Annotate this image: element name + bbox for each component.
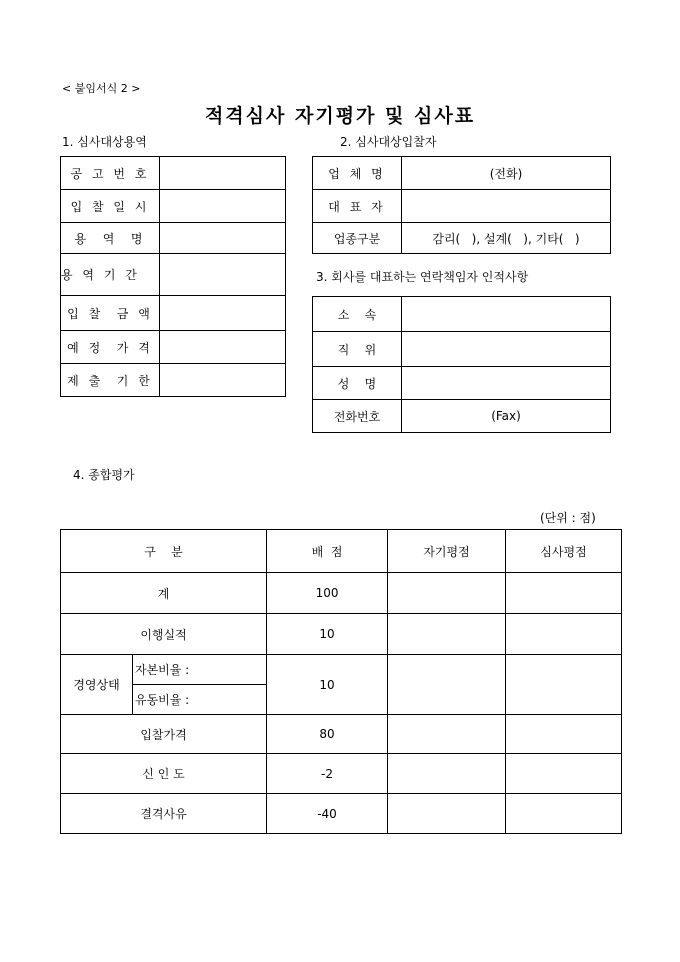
section2-table: [312, 156, 611, 254]
row-label: 입찰가격: [61, 715, 267, 754]
sub-row-label: 유동비율 :: [133, 685, 267, 715]
section2-heading: 2. 심사대상입찰자: [340, 135, 437, 149]
table-value-cell[interactable]: [402, 190, 611, 223]
sub-row-label: 자본비율 :: [133, 655, 267, 685]
table-label: 예 정 가 격: [61, 331, 160, 364]
self-score-cell[interactable]: [388, 715, 506, 754]
row-score: -40: [267, 794, 388, 834]
table-row: [61, 573, 622, 614]
table-value-cell[interactable]: 감리( ), 설계( ), 기타( ): [402, 223, 611, 254]
table-value-cell[interactable]: [160, 296, 286, 331]
table-row: [313, 157, 611, 190]
table-label: 대 표 자: [313, 190, 402, 223]
table-label: 성 명: [313, 367, 402, 400]
table-label: 제 출 기 한: [61, 364, 160, 397]
table-value-cell[interactable]: [402, 332, 611, 367]
row-label: 계: [61, 573, 267, 614]
table-row: [61, 364, 286, 397]
table-row: [313, 332, 611, 367]
page-title: 적격심사 자기평가 및 심사표: [204, 105, 476, 127]
row-score: -2: [267, 754, 388, 794]
review-score-cell[interactable]: [506, 715, 622, 754]
column-header-self-score: 자기평점: [388, 530, 506, 573]
row-score: 100: [267, 573, 388, 614]
table-label: 입 찰 금 액: [61, 296, 160, 331]
section1-heading: 1. 심사대상용역: [62, 135, 147, 149]
table-row: [61, 223, 286, 254]
row-label: 신 인 도: [61, 754, 267, 794]
table-row: [61, 331, 286, 364]
row-score: 10: [267, 614, 388, 655]
table-value-cell[interactable]: (전화): [402, 157, 611, 190]
table-label: 업종구분: [313, 223, 402, 254]
table-label: 업 체 명: [313, 157, 402, 190]
self-score-cell[interactable]: [388, 614, 506, 655]
table-value-cell[interactable]: [402, 297, 611, 332]
table-label: 용 역 기 간: [61, 254, 160, 296]
table-row: [61, 715, 622, 754]
table-label: 직 위: [313, 332, 402, 367]
column-header-allotted: 배 점: [267, 530, 388, 573]
self-score-cell[interactable]: [388, 754, 506, 794]
review-score-cell[interactable]: [506, 573, 622, 614]
attachment-label: < 붙임서식 2 >: [62, 82, 141, 95]
table-header-row: [61, 530, 622, 573]
table-row: [61, 296, 286, 331]
table-label: 용 역 명: [61, 223, 160, 254]
table-label: 공 고 번 호: [61, 157, 160, 190]
unit-label: (단위 : 점): [540, 511, 596, 525]
evaluation-table: [60, 529, 622, 834]
table-row: [61, 754, 622, 794]
review-score-cell[interactable]: [506, 614, 622, 655]
table-value-cell[interactable]: [160, 364, 286, 397]
table-value-cell[interactable]: [402, 367, 611, 400]
section4-heading: 4. 종합평가: [73, 468, 135, 482]
table-row: [61, 190, 286, 223]
table-row: [61, 794, 622, 834]
table-value-cell[interactable]: [160, 190, 286, 223]
self-score-cell[interactable]: [388, 794, 506, 834]
review-score-cell[interactable]: [506, 754, 622, 794]
column-header-review-score: 심사평점: [506, 530, 622, 573]
review-score-cell[interactable]: [506, 794, 622, 834]
table-row: [313, 223, 611, 254]
column-header-category: 구 분: [61, 530, 267, 573]
table-label: 전화번호: [313, 400, 402, 433]
table-label: 입 찰 일 시: [61, 190, 160, 223]
self-score-cell[interactable]: [388, 573, 506, 614]
row-label: 이행실적: [61, 614, 267, 655]
table-row: [61, 614, 622, 655]
table-row: [61, 157, 286, 190]
table-value-cell[interactable]: [160, 157, 286, 190]
table-value-cell[interactable]: [160, 223, 286, 254]
table-row: [61, 254, 286, 296]
section3-heading: 3. 회사를 대표하는 연락책임자 인적사항: [316, 270, 529, 284]
table-row: [313, 367, 611, 400]
section1-table: [60, 156, 286, 397]
table-value-cell[interactable]: (Fax): [402, 400, 611, 433]
table-row: [313, 297, 611, 332]
table-value-cell[interactable]: [160, 331, 286, 364]
table-label: 소 속: [313, 297, 402, 332]
row-score: 80: [267, 715, 388, 754]
table-value-cell[interactable]: [160, 254, 286, 296]
self-score-cell[interactable]: [388, 655, 506, 715]
row-label: 경영상태: [61, 655, 133, 715]
table-row: [313, 400, 611, 433]
row-label: 결격사유: [61, 794, 267, 834]
review-score-cell[interactable]: [506, 655, 622, 715]
table-row: [313, 190, 611, 223]
section3-table: [312, 296, 611, 433]
table-row: [61, 655, 622, 685]
row-score: 10: [267, 655, 388, 715]
